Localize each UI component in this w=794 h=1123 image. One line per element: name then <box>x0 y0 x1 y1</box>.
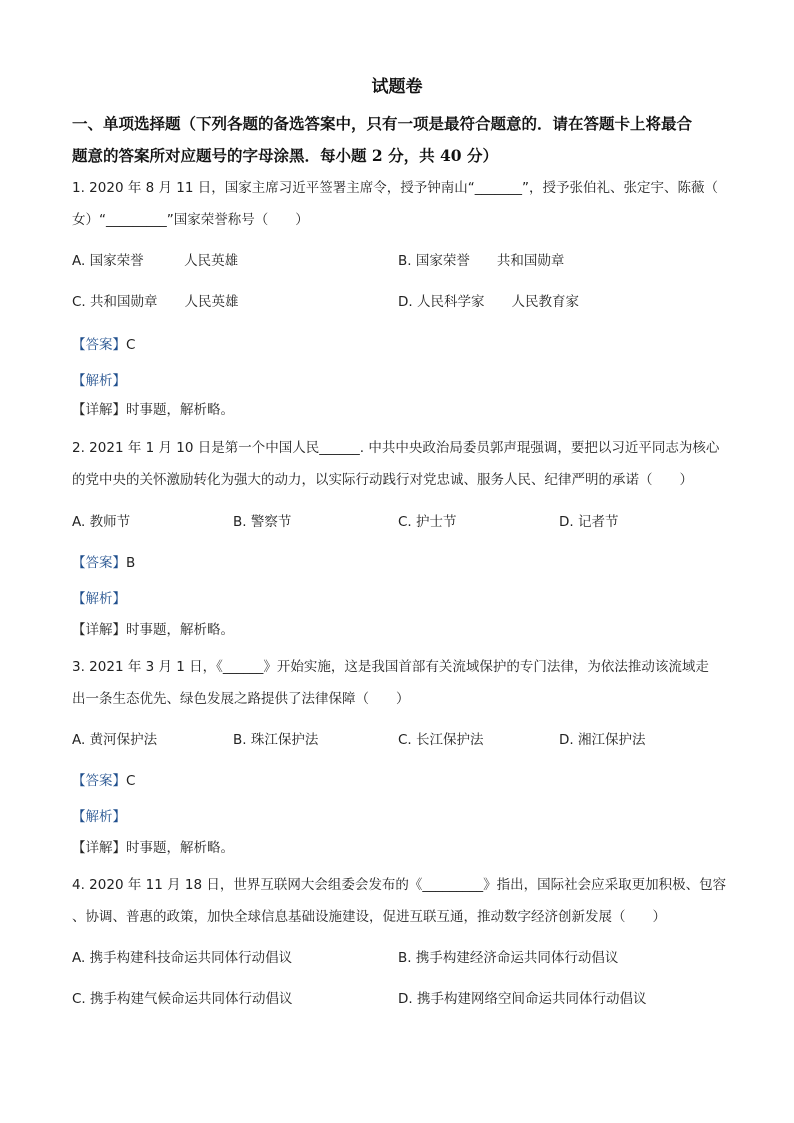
question-2-options <box>72 510 732 536</box>
analysis-tag: 【解析】 <box>72 809 126 825</box>
question-4-line2: 、协调、普惠的政策，加快全球信息基础设施建设，促进互联互通，推动数字经济创新发展（ ） <box>72 909 666 925</box>
question-3-analysis <box>72 805 126 825</box>
question-4-options-row2 <box>72 987 732 1013</box>
detail-tag: 【详解】 <box>72 402 126 418</box>
answer-value: C <box>126 773 136 789</box>
detail-tag: 【详解】 <box>72 840 126 856</box>
question-4 <box>72 869 732 933</box>
answer-tag: 【答案】 <box>72 773 126 789</box>
question-4-option-d: D. 携手构建网络空间命运共同体行动倡议 <box>398 991 647 1007</box>
analysis-tag: 【解析】 <box>72 373 126 389</box>
question-1-option-c: C. 共和国勋章 人民英雄 <box>72 294 239 310</box>
question-1-line2: 女）“_________”国家荣誉称号（ ） <box>72 212 309 228</box>
question-2-detail <box>72 618 234 638</box>
question-3-option-d: D. 湘江保护法 <box>559 732 646 748</box>
detail-text: 时事题，解析略。 <box>126 840 234 856</box>
section-heading <box>72 108 732 172</box>
question-3 <box>72 651 732 715</box>
question-2-option-b: B. 警察节 <box>233 514 292 530</box>
question-2-option-a: A. 教师节 <box>72 514 131 530</box>
question-2-option-d: D. 记者节 <box>559 514 619 530</box>
question-4-option-a: A. 携手构建科技命运共同体行动倡议 <box>72 950 293 966</box>
question-4-line1: 4. 2020 年 11 月 18 日，世界互联网大会组委会发布的《_________》指出，国际社会应采取更加积极、包容 <box>72 877 727 893</box>
question-2-answer <box>72 551 135 571</box>
question-2-analysis <box>72 587 126 607</box>
answer-tag: 【答案】 <box>72 337 126 353</box>
question-3-answer <box>72 769 135 789</box>
section-heading-line1: 一、单项选择题（下列各题的备选答案中，只有一项是最符合题意的．请在答题卡上将最合 <box>72 114 693 133</box>
answer-value: C <box>126 337 136 353</box>
detail-text: 时事题，解析略。 <box>126 622 234 638</box>
section-heading-line2: 题意的答案所对应题号的字母涂黑．每小题 2 分，共 40 分） <box>72 146 498 165</box>
question-4-option-b: B. 携手构建经济命运共同体行动倡议 <box>398 950 619 966</box>
answer-value: B <box>126 555 136 571</box>
question-1-answer <box>72 333 135 353</box>
question-2-option-c: C. 护士节 <box>398 514 457 530</box>
question-4-option-c: C. 携手构建气候命运共同体行动倡议 <box>72 991 293 1007</box>
question-1-option-d: D. 人民科学家 人民教育家 <box>398 294 579 310</box>
page-title: 试题卷 <box>371 77 423 97</box>
question-1-options-row2 <box>72 290 732 316</box>
question-1-detail <box>72 398 234 418</box>
question-2-line2: 的党中央的关怀激励转化为强大的动力，以实际行动践行对党忠诚、服务人民、纪律严明的承诺（ ） <box>72 472 693 488</box>
detail-tag: 【详解】 <box>72 622 126 638</box>
question-2 <box>72 432 732 496</box>
question-3-line1: 3. 2021 年 3 月 1 日，《______》开始实施，这是我国首部有关流域保护的专门法律，为依法推动该流域走 <box>72 659 709 675</box>
question-1-option-b: B. 国家荣誉 共和国勋章 <box>398 253 565 269</box>
question-3-line2: 出一条生态优先、绿色发展之路提供了法律保障（ ） <box>72 691 410 707</box>
question-1-option-a: A. 国家荣誉 人民英雄 <box>72 253 239 269</box>
question-1-analysis <box>72 369 126 389</box>
question-3-options <box>72 728 732 754</box>
question-3-detail <box>72 836 234 856</box>
question-4-options-row1 <box>72 946 732 972</box>
detail-text: 时事题，解析略。 <box>126 402 234 418</box>
question-1-line1: 1. 2020 年 8 月 11 日，国家主席习近平签署主席令，授予钟南山“_______”，授予张伯礼、张定宇、陈薇（ <box>72 180 718 196</box>
question-1 <box>72 172 732 236</box>
question-1-options-row1 <box>72 249 732 275</box>
question-2-line1: 2. 2021 年 1 月 10 日是第一个中国人民______. 中共中央政治局委员郭声琨强调，要把以习近平同志为核心 <box>72 440 720 456</box>
question-3-option-a: A. 黄河保护法 <box>72 732 158 748</box>
answer-tag: 【答案】 <box>72 555 126 571</box>
analysis-tag: 【解析】 <box>72 591 126 607</box>
question-3-option-c: C. 长江保护法 <box>398 732 484 748</box>
question-3-option-b: B. 珠江保护法 <box>233 732 319 748</box>
